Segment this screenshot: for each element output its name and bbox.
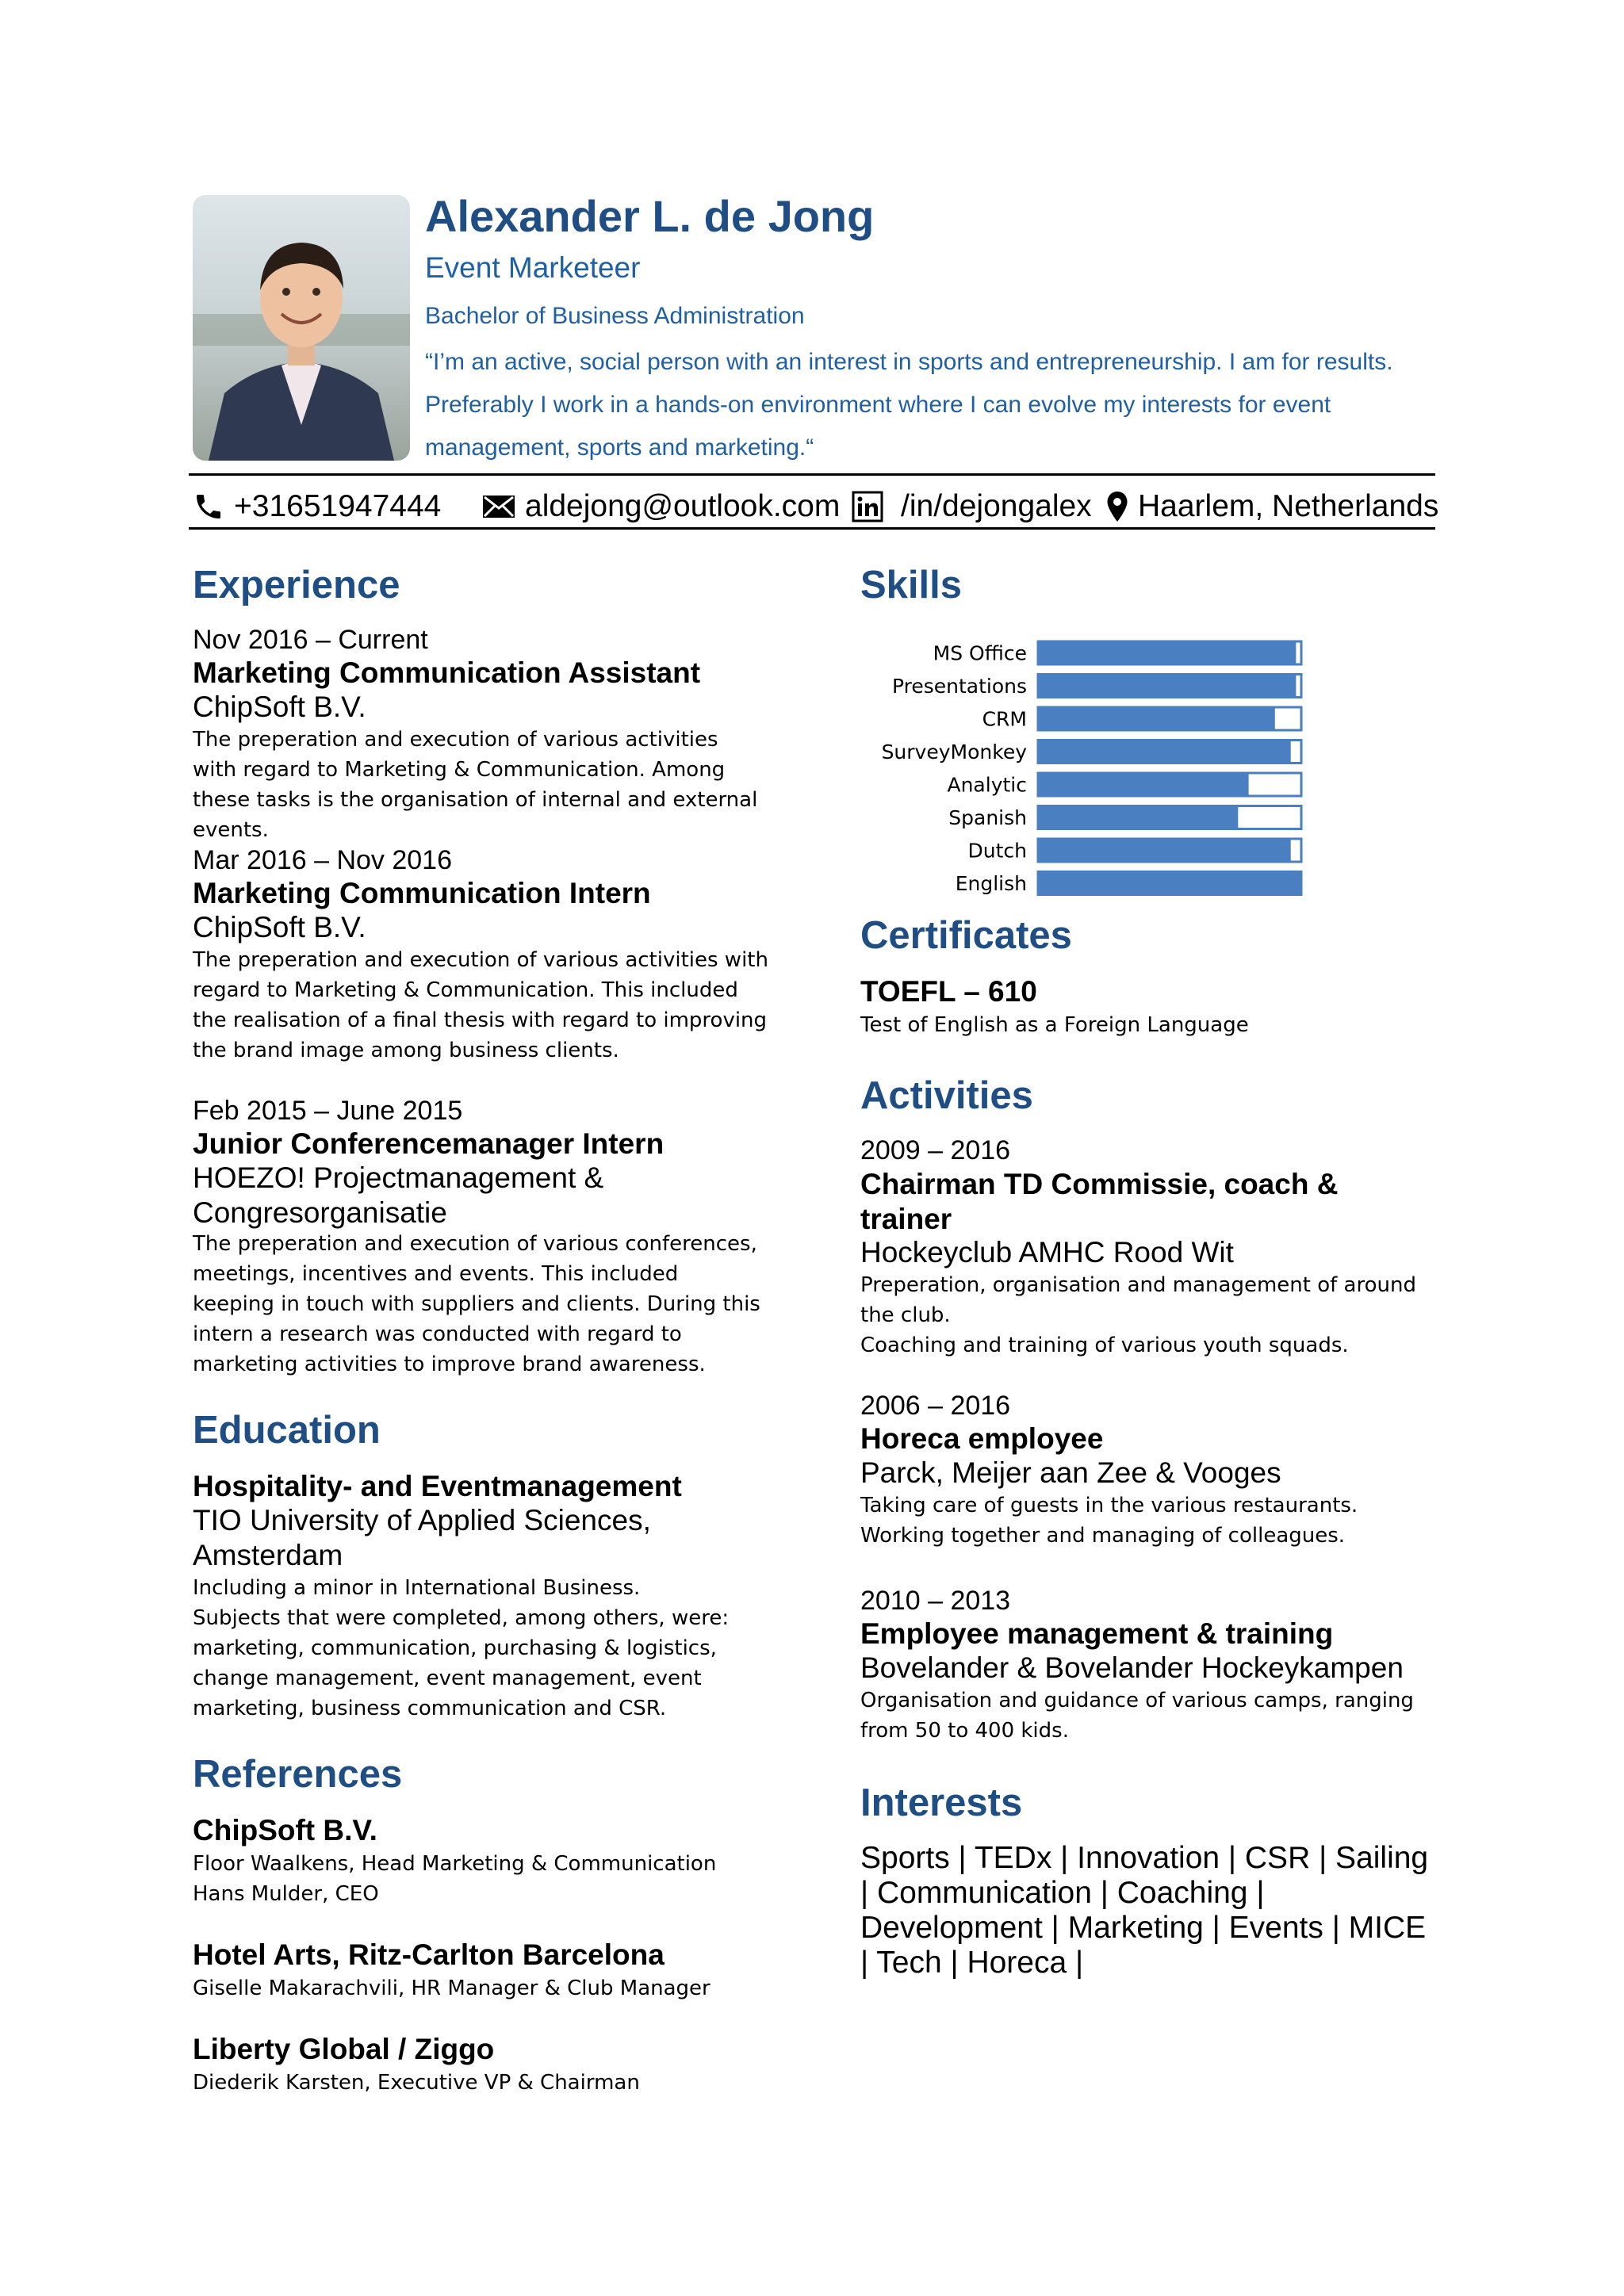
contact-linkedin bbox=[852, 487, 1092, 526]
interests-list: Sports | TEDx | Innovation | CSR | Sailing | Communication | Coaching | Development | Marketing | Events | MICE | Tech | Horeca | bbox=[860, 1841, 1429, 1980]
reference-contact: Hans Mulder, CEO bbox=[193, 1882, 379, 1906]
skill-label: Dutch bbox=[967, 839, 1027, 863]
skill-bar bbox=[1038, 740, 1291, 763]
reference-org: Hotel Arts, Ritz-Carlton Barcelona bbox=[193, 1938, 665, 1971]
skill-bar bbox=[1038, 675, 1296, 698]
education-heading: Education bbox=[193, 1409, 381, 1452]
contact-location bbox=[1106, 487, 1438, 526]
skill-label: Presentations bbox=[891, 675, 1027, 698]
divider-bottom bbox=[189, 527, 1435, 530]
skills-chart bbox=[860, 630, 1304, 904]
education-subjects: Subjects that were completed, among others, were: marketing, communication, purchasing & logistics, change management, event management, event marketing, business communication and CSR. bbox=[193, 1606, 730, 1720]
experience-desc: The preperation and execution of various activities with regard to Marketing & Communication. This included the realisation of a final thesis with regard to improving the brand image among business clients. bbox=[193, 948, 768, 1062]
location-text: Haarlem, Netherlands bbox=[1138, 489, 1439, 523]
job-title: Event Marketeer bbox=[425, 251, 641, 284]
skill-label: MS Office bbox=[933, 641, 1027, 665]
activity-org: Bovelander & Bovelander Hockeykampen bbox=[860, 1651, 1404, 1684]
skill-label: SurveyMonkey bbox=[881, 740, 1027, 763]
profile-photo bbox=[193, 195, 410, 461]
activity-role: Employee management & training bbox=[860, 1617, 1334, 1650]
linkedin-icon bbox=[852, 491, 883, 522]
experience-org: ChipSoft B.V. bbox=[193, 911, 366, 943]
experience-desc: The preperation and execution of various conferences, meetings, incentives and events. This included keeping in touch with suppliers and clients. During this intern a research was conducted with regard to marketing activities to improve brand awareness. bbox=[193, 1232, 760, 1376]
activity-org: Parck, Meijer aan Zee & Vooges bbox=[860, 1456, 1281, 1489]
skill-bar bbox=[1038, 641, 1296, 664]
activity-desc: Coaching and training of various youth squads. bbox=[860, 1334, 1349, 1357]
reference-contact: Diederik Karsten, Executive VP & Chairman bbox=[193, 2071, 640, 2095]
skill-label: Analytic bbox=[947, 773, 1027, 797]
contact-email bbox=[482, 487, 840, 526]
experience-date: Mar 2016 – Nov 2016 bbox=[193, 845, 452, 875]
degree: Bachelor of Business Administration bbox=[425, 303, 805, 329]
activity-desc: Preperation, organisation and management of around the club. bbox=[860, 1273, 1416, 1327]
experience-role: Marketing Communication Assistant bbox=[193, 656, 701, 689]
experience-date: Feb 2015 – June 2015 bbox=[193, 1096, 463, 1126]
email-address: aldejong@outlook.com bbox=[525, 489, 841, 523]
phone-icon bbox=[193, 491, 224, 522]
phone-number: +31651947444 bbox=[234, 489, 442, 523]
activity-desc: Organisation and guidance of various camps, ranging from 50 to 400 kids. bbox=[860, 1689, 1414, 1743]
activity-desc: Taking care of guests in the various restaurants. Working together and managing of colleagues. bbox=[860, 1494, 1358, 1548]
experience-org: ChipSoft B.V. bbox=[193, 691, 366, 723]
reference-contact: Floor Waalkens, Head Marketing & Communication bbox=[193, 1852, 717, 1876]
experience-org: HOEZO! Projectmanagement & Congresorganisatie bbox=[193, 1161, 604, 1229]
education-minor: Including a minor in International Business. bbox=[193, 1576, 641, 1600]
divider-top bbox=[189, 473, 1435, 476]
education-school: TIO University of Applied Sciences, Amsterdam bbox=[193, 1504, 651, 1571]
reference-org: Liberty Global / Ziggo bbox=[193, 2033, 495, 2065]
experience-role: Marketing Communication Intern bbox=[193, 877, 651, 909]
references-heading: References bbox=[193, 1753, 403, 1796]
activity-date: 2009 – 2016 bbox=[860, 1135, 1011, 1165]
activity-org: Hockeyclub AMHC Rood Wit bbox=[860, 1236, 1234, 1269]
activity-date: 2006 – 2016 bbox=[860, 1391, 1011, 1421]
certificates-heading: Certificates bbox=[860, 914, 1072, 957]
experience-role: Junior Conferencemanager Intern bbox=[193, 1127, 665, 1160]
activity-role: Horeca employee bbox=[860, 1422, 1104, 1455]
certificate-desc: Test of English as a Foreign Language bbox=[860, 1013, 1249, 1037]
activities-heading: Activities bbox=[860, 1074, 1033, 1117]
reference-contact: Giselle Makarachvili, HR Manager & Club Manager bbox=[193, 1976, 710, 2000]
certificate-title: TOEFL – 610 bbox=[860, 975, 1037, 1008]
education-program: Hospitality- and Eventmanagement bbox=[193, 1470, 682, 1502]
skills-heading: Skills bbox=[860, 564, 963, 607]
envelope-icon bbox=[482, 493, 515, 520]
personal-quote: “I’m an active, social person with an interest in sports and entrepreneurship. I am for results. Preferably I work in a hands-on environment where I can evolve my interests for event management, sports and marketing.“ bbox=[425, 349, 1393, 461]
skill-bar bbox=[1038, 773, 1249, 796]
experience-desc: The preperation and execution of various activities with regard to Marketing & Communication. Among these tasks is the organisation of internal and external events. bbox=[193, 728, 758, 842]
interests-heading: Interests bbox=[860, 1781, 1023, 1824]
skill-label: English bbox=[955, 872, 1027, 895]
activity-role: Chairman TD Commissie, coach & trainer bbox=[860, 1168, 1339, 1235]
experience-heading: Experience bbox=[193, 564, 400, 607]
linkedin-handle: /in/dejongalex bbox=[901, 489, 1092, 523]
skill-bar bbox=[1038, 707, 1275, 730]
skill-label: Spanish bbox=[948, 806, 1027, 829]
activity-date: 2010 – 2013 bbox=[860, 1586, 1011, 1616]
skill-label: CRM bbox=[982, 707, 1027, 731]
experience-date: Nov 2016 – Current bbox=[193, 625, 428, 655]
skill-bar bbox=[1038, 839, 1291, 862]
contact-phone bbox=[193, 487, 441, 526]
reference-org: ChipSoft B.V. bbox=[193, 1814, 377, 1846]
candidate-name: Alexander L. de Jong bbox=[425, 191, 875, 241]
map-pin-icon bbox=[1106, 491, 1128, 522]
skill-bar bbox=[1038, 806, 1238, 829]
skill-bar bbox=[1038, 872, 1301, 895]
